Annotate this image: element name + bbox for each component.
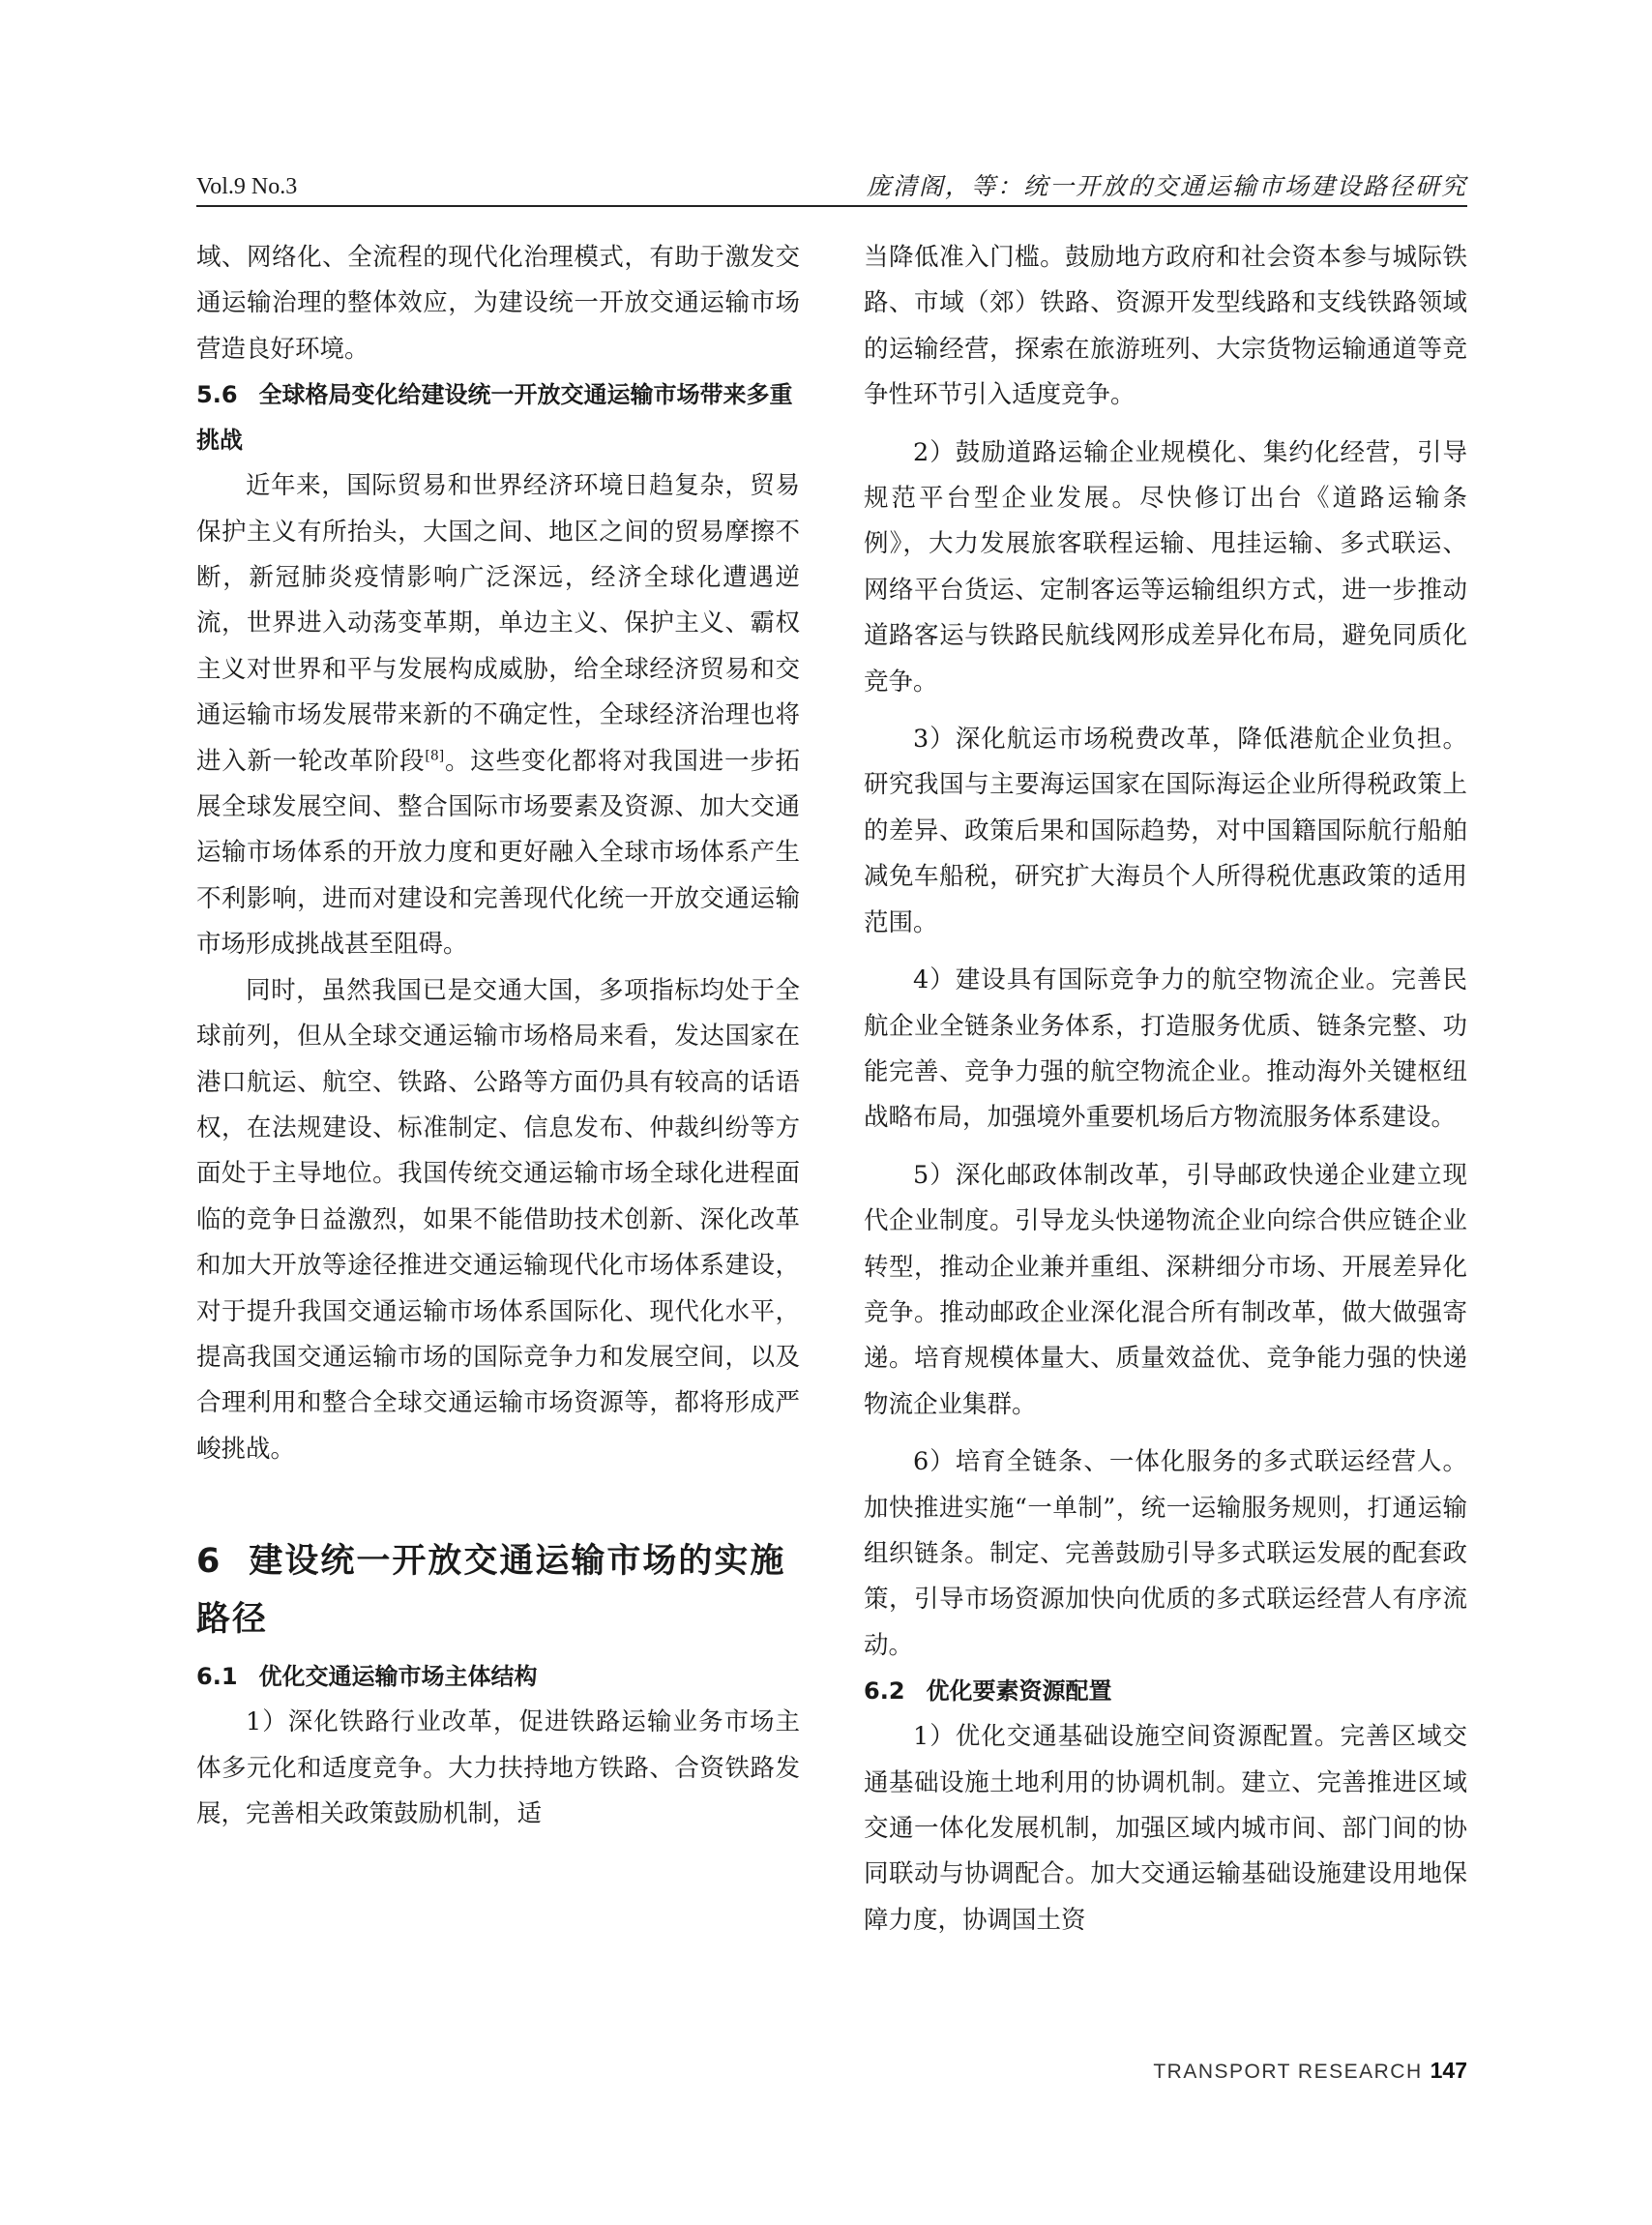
section-heading-6 bbox=[196, 1532, 800, 1648]
paragraph-text: 近年来，国际贸易和世界经济环境日趋复杂，贸易保护主义有所抬头，大国之间、地区之间的贸易摩擦不断，新冠肺炎疫情影响广泛深远，经济全球化遭遇逆流，世界进入动荡变革期，单边主义、保护主义、霸权主义对世界和平与发展构成威胁，给全球经济贸易和交通运输市场发展带来新的不确定性，全球经济治理也将进入新一轮改革阶段 bbox=[196, 471, 800, 776]
subsection-number: 6.1 bbox=[196, 1663, 238, 1691]
paragraph: 5）深化邮政体制改革，引导邮政快递企业建立现代企业制度。引导龙头快递物流企业向综合供应链企业转型，推动企业兼并重组、深耕细分市场、开展差异化竞争。推动邮政企业深化混合所有制改革，做大做强寄递。培育规模体量大、质量效益优、竞争能力强的快递物流企业集群。 bbox=[864, 1160, 1467, 1419]
section-number: 6 bbox=[196, 1542, 222, 1582]
paragraph: 域、网络化、全流程的现代化治理模式，有助于激发交通运输治理的整体效应，为建设统一开放交通运输市场营造良好环境。 bbox=[196, 243, 800, 364]
paragraph: 当降低准入门槛。鼓励地方政府和社会资本参与城际铁路、市域（郊）铁路、资源开发型线路和支线铁路领域的运输经营，探索在旅游班列、大宗货物运输通道等竞争性环节引入适度竞争。 bbox=[864, 243, 1467, 410]
paragraph: 3）深化航运市场税费改革，降低港航企业负担。研究我国与主要海运国家在国际海运企业所得税政策上的差异、政策后果和国际趋势，对中国籍国际航行船舶减免车船税，研究扩大海员个人所得税优惠政策的适用范围。 bbox=[864, 725, 1467, 937]
section-title: 建设统一开放交通运输市场的实施路径 bbox=[196, 1542, 786, 1640]
volume-issue: Vol.9 No.3 bbox=[196, 174, 298, 199]
paragraph: 1）优化交通基础设施空间资源配置。完善区域交通基础设施土地利用的协调机制。建立、完善推进区域交通一体化发展机制，加强区域内城市间、部门间的协同联动与协调配合。加大交通运输基础设施建设用地保障力度，协调国土资 bbox=[864, 1722, 1467, 1935]
paragraph-text: 。这些变化都将对我国进一步拓展全球发展空间、整合国际市场要素及资源、加大交通运输市场体系的开放力度和更好融入全球市场体系产生不利影响，进而对建设和完善现代化统一开放交通运输市场形成挑战甚至阻碍。 bbox=[196, 746, 800, 960]
paragraph: 6）培育全链条、一体化服务的多式联运经营人。加快推进实施“一单制”，统一运输服务规则，打通运输组织链条。制定、完善鼓励引导多式联运发展的配套政策，引导市场资源加快向优质的多式联运经营人有序流动。 bbox=[864, 1447, 1467, 1660]
citation: [8] bbox=[425, 748, 445, 764]
subsection-number: 6.2 bbox=[864, 1677, 905, 1706]
subsection-number: 5.6 bbox=[196, 381, 238, 409]
paragraph: 同时，虽然我国已是交通大国，多项指标均处于全球前列，但从全球交通运输市场格局来看，发达国家在港口航运、航空、铁路、公路等方面仍具有较高的话语权，在法规建设、标准制定、信息发布、仲裁纠纷等方面处于主导地位。我国传统交通运输市场全球化进程面临的竞争日益激烈，如果不能借助技术创新、深化改革和加大开放等途径推进交通运输现代化市场体系建设，对于提升我国交通运输市场体系国际化、现代化水平，提高我国交通运输市场的国际竞争力和发展空间，以及合理利用和整合全球交通运输市场资源等，都将形成严峻挑战。 bbox=[196, 975, 800, 1464]
running-title: 庞清阁，等：统一开放的交通运输市场建设路径研究 bbox=[866, 172, 1467, 200]
paragraph bbox=[196, 463, 800, 967]
subsection-heading-5-6 bbox=[196, 372, 800, 463]
header-rule bbox=[196, 205, 1467, 207]
paragraph: 1）深化铁路行业改革，促进铁路运输业务市场主体多元化和适度竞争。大力扶持地方铁路、合资铁路发展，完善相关政策鼓励机制，适 bbox=[196, 1707, 800, 1828]
right-column bbox=[864, 235, 1467, 1943]
page-number: 147 bbox=[1430, 2058, 1467, 2083]
left-column bbox=[196, 235, 800, 1837]
journal-name: TRANSPORT RESEARCH bbox=[1153, 2061, 1423, 2083]
paragraph: 2）鼓励道路运输企业规模化、集约化经营，引导规范平台型企业发展。尽快修订出台《道路运输条例》，大力发展旅客联程运输、甩挂运输、多式联运、网络平台货运、定制客运等运输组织方式，进一步推动道路客运与铁路民航线网形成差异化布局，避免同质化竞争。 bbox=[864, 437, 1467, 697]
subsection-title: 优化要素资源配置 bbox=[926, 1677, 1112, 1706]
paragraph: 4）建设具有国际竞争力的航空物流企业。完善民航企业全链条业务体系，打造服务优质、链条完整、功能完善、竞争力强的航空物流企业。推动海外关键枢纽战略布局，加强境外重要机场后方物流服务体系建设。 bbox=[864, 965, 1467, 1133]
subsection-heading-6-1 bbox=[196, 1654, 800, 1700]
subsection-heading-6-2 bbox=[864, 1669, 1467, 1714]
subsection-title: 优化交通运输市场主体结构 bbox=[258, 1663, 538, 1691]
running-header bbox=[196, 169, 1467, 204]
subsection-title: 全球格局变化给建设统一开放交通运输市场带来多重挑战 bbox=[196, 381, 793, 455]
page-footer bbox=[1153, 2057, 1467, 2086]
